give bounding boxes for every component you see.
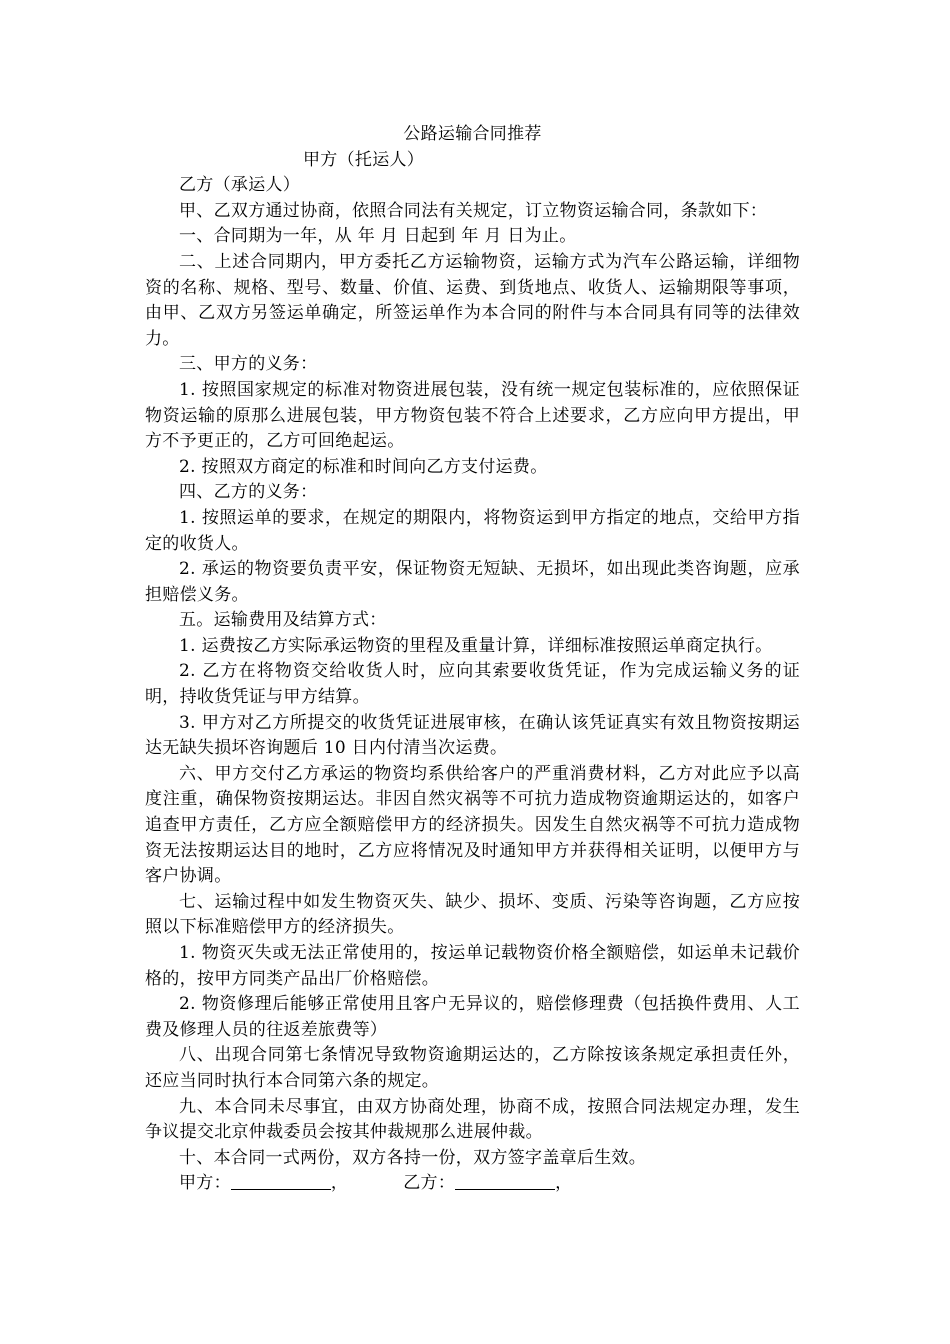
clause-paragraph: 2. 乙方在将物资交给收货人时，应向其索要收货凭证，作为完成运输义务的证明，持收货凭证与甲方结算。 [145, 661, 800, 708]
clause-paragraph: 九、本合同未尽事宜，由双方协商处理，协商不成，按照合同法规定办理，发生争议提交北京仲裁委员会按其仲裁规那么进展仲裁。 [145, 1096, 800, 1143]
clause-paragraph: 十、本合同一式两份，双方各持一份，双方签字盖章后生效。 [179, 1147, 647, 1168]
contract-body [145, 120, 800, 1197]
clause-paragraph: 六、甲方交付乙方承运的物资均系供给客户的严重消费材料，乙方对此应予以高度注重，确保物资按期运达。非因自然灾祸等不可抗力造成物资逾期运达的，如客户追查甲方责任，乙方应全额赔偿甲方的经济损失。因发生自然灾祸等不可抗力造成物资无法按期运达目的地时，乙方应将情况及时通知甲方并获得相关证明，以便甲方与客户协调。 [145, 763, 800, 887]
signature-line [145, 1171, 800, 1197]
clause-paragraph: 八、出现合同第七条情况导致物资逾期运达的，乙方除按该条规定承担责任外，还应当同时执行本合同第六条的规定。 [145, 1045, 800, 1091]
party-a-sign-label: 甲方： [179, 1173, 231, 1194]
party-a-sign-blank [231, 1173, 331, 1190]
clause-paragraph: 三、甲方的义务： [179, 354, 318, 375]
clause-paragraph: 七、运输过程中如发生物资灭失、缺少、损坏、变质、污染等咨询题，乙方应按照以下标准赔偿甲方的经济损失。 [145, 891, 800, 938]
contract-clauses [145, 199, 800, 1172]
clause-paragraph: 1. 物资灭失或无法正常使用的，按运单记载物资价格全额赔偿，如运单未记载价格的，按甲方同类产品出厂价格赔偿。 [145, 943, 800, 989]
party-b-sign-blank [455, 1173, 555, 1190]
clause-paragraph: 1. 按照国家规定的标准对物资进展包装，没有统一规定包装标准的，应依照保证物资运输的原那么进展包装，甲方物资包装不符合上述要求，乙方应向甲方提出，甲方不予更正的，乙方可回绝起运。 [145, 379, 800, 452]
clause-paragraph: 五。运输费用及结算方式： [179, 610, 387, 631]
clause-paragraph: 2. 承运的物资要负责平安，保证物资无短缺、无损坏，如出现此类咨询题，应承担赔偿义务。 [145, 559, 800, 605]
party-b-line: 乙方（承运人） [179, 175, 301, 196]
clause-paragraph: 一、合同期为一年，从 年 月 日起到 年 月 日为止。 [179, 226, 577, 247]
clause-paragraph: 1. 运费按乙方实际承运物资的里程及重量计算，详细标准按照运单商定执行。 [179, 635, 773, 656]
clause-paragraph: 2. 物资修理后能够正常使用且客户无异议的，赔偿修理费（包括换件费用、人工费及修理人员的往返差旅费等） [145, 994, 800, 1040]
clause-paragraph: 甲、乙双方通过协商，依照合同法有关规定，订立物资运输合同，条款如下： [179, 200, 768, 221]
document-title: 公路运输合同推荐 [403, 124, 542, 144]
party-a-sign-separator: ， [330, 1173, 349, 1194]
party-a-line: 甲方（托运人） [303, 149, 425, 170]
party-b-sign-label: 乙方： [403, 1173, 456, 1194]
clause-paragraph: 四、乙方的义务： [179, 482, 318, 503]
party-b-sign-separator: ， [555, 1173, 573, 1194]
clause-paragraph: 3. 甲方对乙方所提交的收货凭证进展审核，在确认该凭证真实有效且物资按期运达无缺失损坏咨询题后 10 日内付清当次运费。 [145, 712, 800, 759]
clause-paragraph: 2. 按照双方商定的标准和时间向乙方支付运费。 [179, 456, 548, 477]
clause-paragraph: 二、上述合同期内，甲方委托乙方运输物资，运输方式为汽车公路运输，详细物资的名称、规格、型号、数量、价值、运费、到货地点、收货人、运输期限等事项，由甲、乙双方另签运单确定，所签运单作为本合同的附件与本合同具有同等的法律效力。 [145, 251, 800, 349]
clause-paragraph: 1. 按照运单的要求，在规定的期限内，将物资运到甲方指定的地点，交给甲方指定的收货人。 [145, 507, 800, 554]
